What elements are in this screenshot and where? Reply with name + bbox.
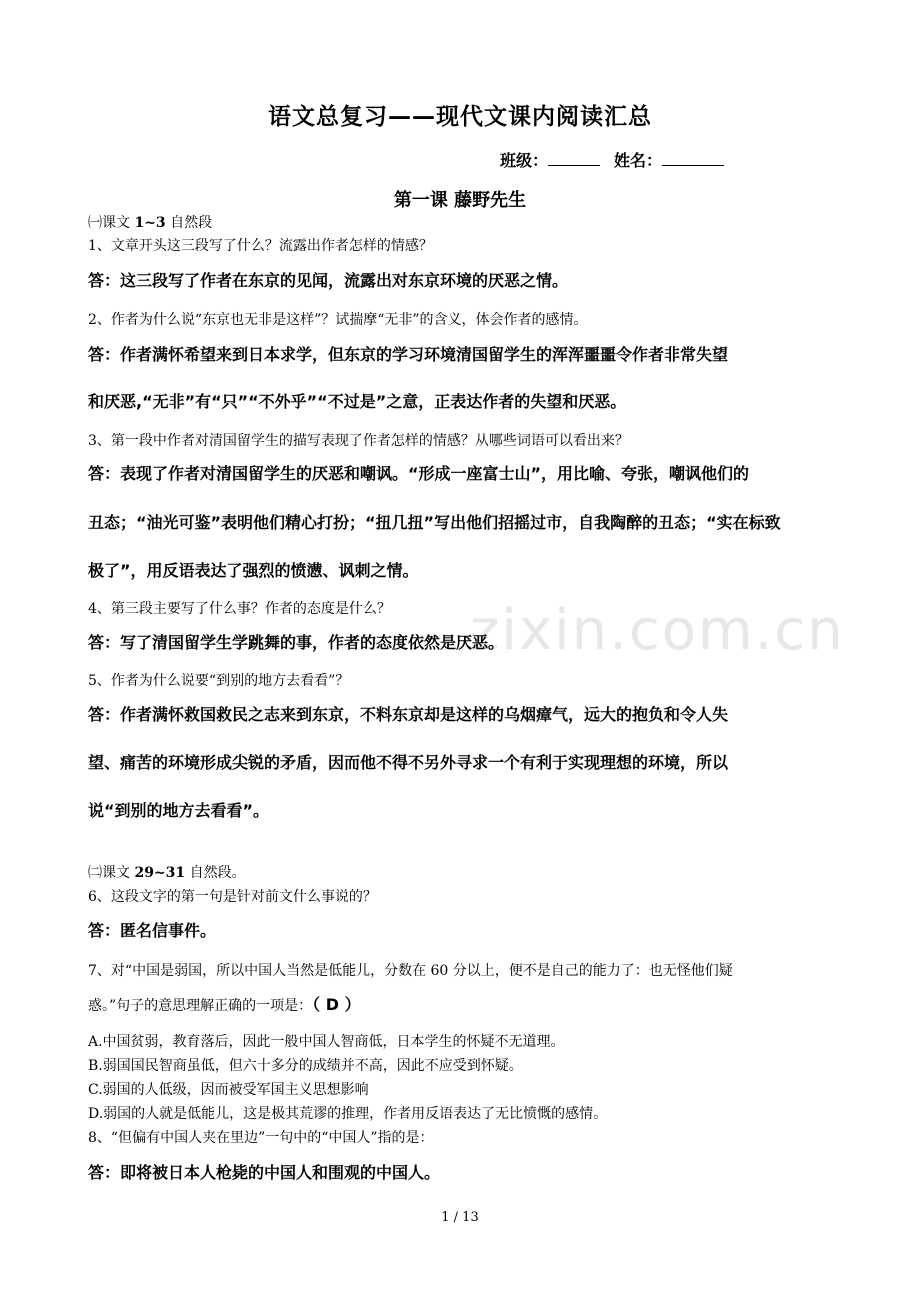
question-2: 2、作者为什么说“东京也无非是这样”？试揣摩“无非”的含义，体会作者的感情。 [88,312,588,328]
class-label: 班级： [500,151,549,170]
name-blank[interactable] [662,149,724,166]
watermark: zixin.com.cn [470,598,845,663]
answer-2-line-1: 答：作者满怀希望来到日本求学，但东京的学习环境清国留学生的浑浑噩噩令作者非常失望 [88,345,729,364]
option-b: B.弱国国民智商虽低，但六十多分的成绩并不高，因此不应受到怀疑。 [88,1058,523,1074]
section-suffix: 自然段。 [185,865,246,881]
answer-5-line-1: 答：作者满怀救国救民之志来到东京，不料东京却是这样的乌烟瘴气，远大的抱负和令人失 [88,705,729,724]
page-number: 1 / 13 [441,1210,479,1225]
answer-5-line-3: 说“到别的地方去看看”。 [88,801,270,820]
option-c: C.弱国的人低级，因而被受军国主义思想影响 [88,1082,369,1098]
class-name-line [500,148,738,171]
question-5: 5、作者为什么说要“到别的地方去看看”？ [88,673,350,689]
lesson-title: 第一课 藤野先生 [393,190,527,211]
answer-2-line-2: 和厌恶,“无非”有“只”“不外乎”“不过是”之意，正表达作者的失望和厌恶。 [88,392,627,411]
answer-6: 答：匿名信事件。 [88,921,217,940]
answer-4: 答：写了清国留学生学跳舞的事，作者的态度依然是厌恶。 [88,633,505,652]
class-blank[interactable] [548,149,600,166]
question-3: 3、第一段中作者对清国留学生的描写表现了作者怎样的情感？从哪些词语可以看出来？ [88,433,629,449]
option-d: D.弱国的人就是低能儿，这是极其荒谬的推理，作者用反语表达了无比愤慨的感情。 [88,1106,608,1122]
document-title: 语文总复习——现代文课内阅读汇总 [268,104,652,130]
section-prefix: ㈠课文 [88,215,135,231]
question-7-line-2 [88,992,361,1015]
answer-1: 答：这三段写了作者在东京的见闻，流露出对东京环境的厌恶之情。 [88,271,569,290]
answer-5-line-2: 望、痛苦的环境形成尖锐的矛盾，因而他不得不另外寻求一个有利于实现理想的环境，所以 [88,753,729,772]
section-range: 1~3 [134,215,166,231]
question-1: 1、文章开头这三段写了什么？流露出作者怎样的情感？ [88,238,433,254]
question-7-answer: （ D ） [312,995,361,1014]
option-a: A.中国贫弱，教育落后，因此一般中国人智商低，日本学生的怀疑不无道理。 [88,1034,565,1050]
question-8: 8、“但偏有中国人夹在里边”一句中的“中国人”指的是： [88,1130,434,1146]
question-7-line-1: 7、对“中国是弱国，所以中国人当然是低能儿，分数在 60 分以上，便不是自己的能力了：也无怪他们疑 [88,963,733,979]
question-7-text: 惑。”句子的意思理解正确的一项是： [88,998,313,1014]
answer-8: 答：即将被日本人枪毙的中国人和围观的中国人。 [88,1163,441,1182]
answer-3-line-1: 答：表现了作者对清国留学生的厌恶和嘲讽。“形成一座富士山”，用比喻、夸张，嘲讽他们的 [88,464,750,483]
answer-3-line-3: 极了”，用反语表达了强烈的愤懑、讽刺之情。 [88,561,419,580]
question-6: 6、这段文字的第一句是针对前文什么事说的？ [88,889,377,905]
section-heading-2 [88,862,246,882]
section-suffix: 自然段 [165,215,213,231]
answer-3-line-2: 丑态；“油光可鉴”表明他们精心打扮；“扭几扭”写出他们招摇过市，自我陶醉的丑态；“实在标致 [88,513,781,532]
name-label: 姓名： [614,151,663,170]
section-heading-1 [88,212,212,232]
section-prefix: ㈡课文 [88,865,135,881]
question-4: 4、第三段主要写了什么事？作者的态度是什么？ [88,601,391,617]
section-range: 29~31 [134,865,186,881]
